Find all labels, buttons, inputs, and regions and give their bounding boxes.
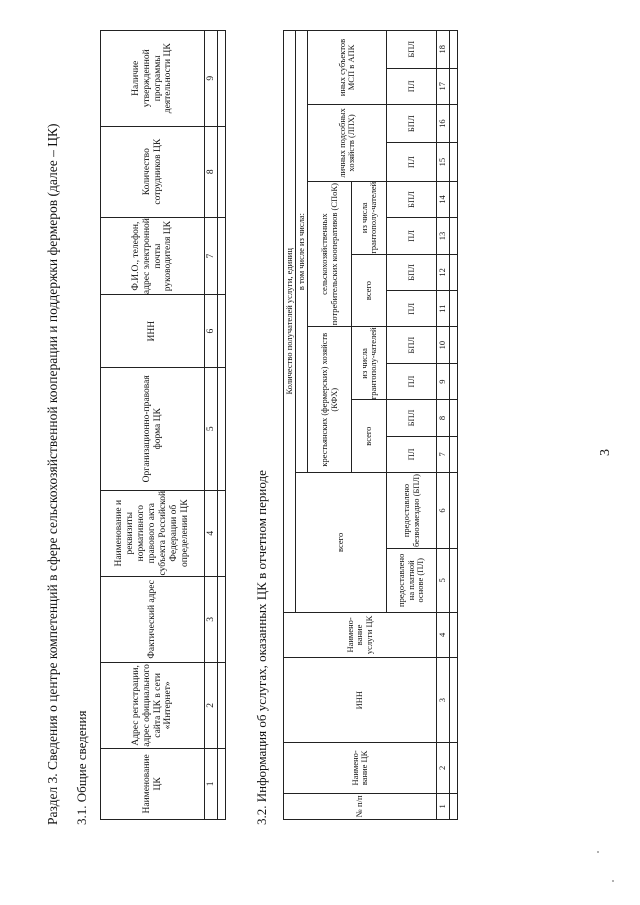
- column-number: 8: [437, 400, 450, 436]
- column-number: 10: [437, 327, 450, 363]
- header-cell: Количество сотрудников ЦК: [101, 126, 205, 217]
- header-cell: Ф.И.О., телефон, адрес электронной почты руководителя ЦК: [101, 217, 205, 295]
- column-number: 15: [437, 143, 450, 181]
- header-bpl: БПЛ: [387, 400, 437, 436]
- column-number: 9: [205, 31, 218, 127]
- column-number: 11: [437, 291, 450, 327]
- header-kfh: крестьянских (фермерских) хозяйств (КФХ): [308, 327, 352, 473]
- column-number: 7: [437, 436, 450, 472]
- header-lph: личных подсобных хозяйств (ЛПХ): [308, 104, 387, 181]
- header-cell: Наименование ЦК: [101, 748, 205, 819]
- column-number: 7: [205, 217, 218, 295]
- header-including: в том числе из числа:: [296, 31, 308, 473]
- general-info-table: [100, 30, 226, 820]
- column-number: 4: [437, 612, 450, 658]
- column-number-row: [437, 31, 450, 820]
- header-bpl: БПЛ: [387, 31, 437, 69]
- column-number: 5: [205, 367, 218, 490]
- header-paid: предоставлено на платной основе (ПЛ): [387, 548, 437, 612]
- header-bpl: БПЛ: [387, 254, 437, 290]
- header-row: [101, 31, 205, 820]
- header-cell: Организационно-правовая форма ЦК: [101, 367, 205, 490]
- column-number-row: [205, 31, 218, 820]
- column-number: 6: [437, 473, 450, 549]
- header-pl: ПЛ: [387, 68, 437, 104]
- header-bpl: БПЛ: [387, 181, 437, 217]
- header-spok: сельскохозяйственных потребительских кооперативов (СПоК): [308, 181, 352, 327]
- column-number: 3: [437, 658, 450, 743]
- header-cell: Адрес регистрации, адрес официального сайта ЦК в сети «Интернет»: [101, 663, 205, 749]
- header-pl: ПЛ: [387, 218, 437, 254]
- header-service: Наимено-вание услуги ЦК: [284, 612, 437, 658]
- column-number: 8: [205, 126, 218, 217]
- header-spok-all: всего: [352, 254, 387, 327]
- header-pl: ПЛ: [387, 291, 437, 327]
- header-cell: Наименование и реквизиты нормативного правового акта субъекта Российской Федерации об определении ЦК: [101, 490, 205, 576]
- header-spok-grant: из числа грантополу-чателей: [352, 181, 387, 254]
- header-bpl: БПЛ: [387, 327, 437, 363]
- services-table: [283, 30, 458, 820]
- column-number: 2: [205, 663, 218, 749]
- scan-speck: [612, 880, 614, 882]
- column-number: 6: [205, 295, 218, 368]
- column-number: 1: [437, 793, 450, 819]
- column-number: 17: [437, 68, 450, 104]
- empty-row: [218, 31, 226, 820]
- header-name: Наимено-вание ЦК: [284, 743, 437, 794]
- column-number: 3: [205, 576, 218, 662]
- column-number: 2: [437, 743, 450, 794]
- header-free: предоставлено безвозмездно (БПЛ): [387, 473, 437, 549]
- column-number: 5: [437, 548, 450, 612]
- header-cell: Наличие утвержденной программы деятельности ЦК: [101, 31, 205, 127]
- header-inn: ИНН: [284, 658, 437, 743]
- column-number: 14: [437, 181, 450, 217]
- header-total: всего: [296, 473, 387, 613]
- header-bpl: БПЛ: [387, 104, 437, 142]
- empty-row: [450, 31, 458, 820]
- column-number: 13: [437, 218, 450, 254]
- header-pl: ПЛ: [387, 143, 437, 181]
- page-number: 3: [598, 449, 613, 456]
- subsection-2-title: 3.2. Информация об услугах, оказанных ЦК в отчетном периоде: [254, 470, 269, 825]
- section-title: Раздел 3. Сведения о центре компетенций в сфере сельскохозяйственной кооперации и поддержки фермеров (далее – ЦК): [45, 123, 60, 825]
- column-number: 12: [437, 254, 450, 290]
- scan-speck: [597, 851, 599, 853]
- header-kfh-all: всего: [352, 400, 387, 473]
- column-number: 1: [205, 748, 218, 819]
- header-recipients: Количество получателей услуги, единиц: [284, 31, 296, 613]
- column-number: 16: [437, 104, 450, 142]
- header-num: № п/п: [284, 793, 437, 819]
- column-number: 18: [437, 31, 450, 69]
- header-row-1: [284, 31, 296, 820]
- column-number: 9: [437, 363, 450, 399]
- column-number: 4: [205, 490, 218, 576]
- header-pl: ПЛ: [387, 436, 437, 472]
- header-cell: ИНН: [101, 295, 205, 368]
- header-kfh-grant: из числа грантополу-чателей: [352, 327, 387, 400]
- header-pl: ПЛ: [387, 363, 437, 399]
- header-msp: иных субъектов МСП в АПК: [308, 31, 387, 105]
- subsection-1-title: 3.1. Общие сведения: [74, 710, 89, 825]
- header-cell: Фактический адрес: [101, 576, 205, 662]
